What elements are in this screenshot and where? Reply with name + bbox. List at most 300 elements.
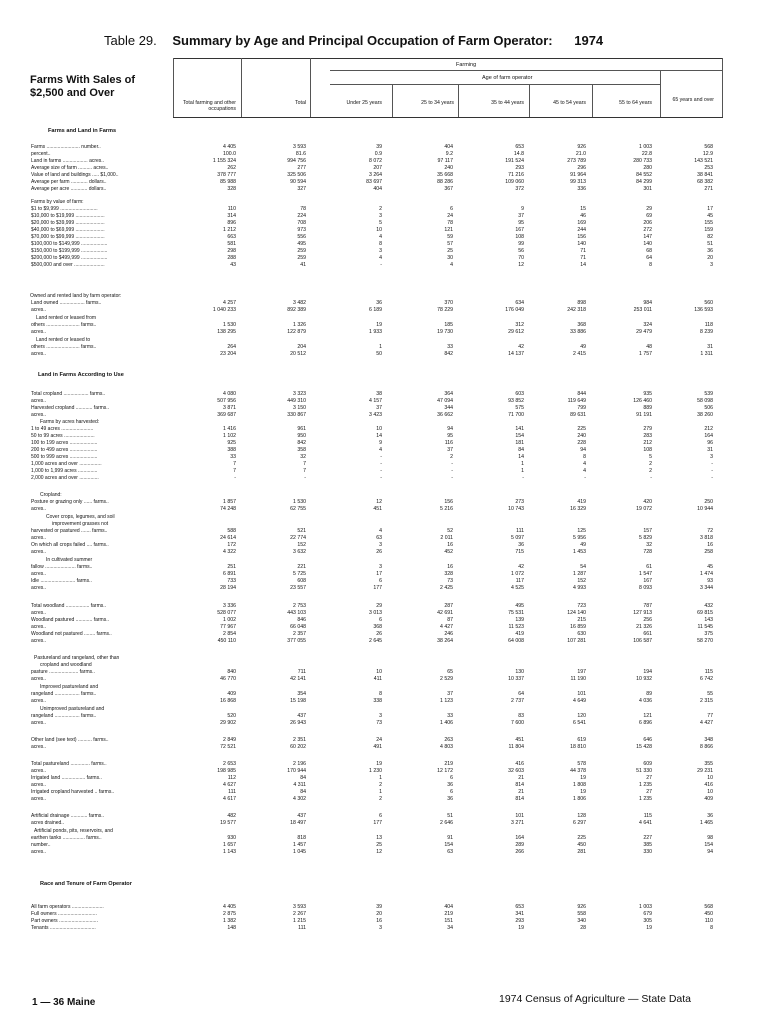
row-value: 29 479	[636, 329, 652, 335]
row-value: 1 002	[223, 617, 236, 623]
row-value: 27	[646, 775, 652, 781]
row-value: 6 189	[369, 307, 382, 313]
row-value: 950	[297, 433, 306, 439]
row-value: 262	[227, 165, 236, 171]
row-value: 6	[379, 578, 382, 584]
row-label: Value of land and buildings ..... $1,000..	[31, 172, 119, 178]
section-title: Land in Farms According to Use	[38, 372, 124, 378]
row-label: harvested or pastured ....... farms..	[31, 528, 108, 534]
row-value: 13	[376, 835, 382, 841]
row-value: 4 427	[440, 624, 453, 630]
table-row	[0, 351, 770, 358]
row-value: 355	[704, 761, 713, 767]
row-value: 280 733	[633, 158, 652, 164]
row-value: 336	[577, 186, 586, 192]
row-value: 506	[704, 405, 713, 411]
row-label: Posture or grazing only ...... farms..	[31, 499, 109, 505]
row-value: 889	[643, 405, 652, 411]
row-value: 4	[379, 528, 382, 534]
group-label: improvement grasses not	[52, 521, 109, 527]
row-value: 23 204	[220, 351, 236, 357]
row-value: 608	[297, 578, 306, 584]
group-label: cropland and woodland	[40, 662, 92, 668]
row-value: 154	[704, 842, 713, 848]
table-row	[0, 144, 770, 151]
row-value: 4 641	[639, 820, 652, 826]
row-value: 450	[577, 842, 586, 848]
section-title: Farms and Land in Farms	[48, 128, 117, 134]
group-label: Unimproved pastureland and	[40, 706, 105, 712]
row-value: 4	[379, 234, 382, 240]
row-value: 46 770	[220, 676, 236, 682]
row-value: 449 310	[287, 398, 306, 404]
row-value: 840	[227, 669, 236, 675]
column-header-55-64: 55 to 64 years	[619, 100, 652, 106]
row-value: 84	[300, 775, 306, 781]
row-value: 246	[444, 631, 453, 637]
row-value: 64	[518, 691, 524, 697]
row-value: 280	[643, 165, 652, 171]
row-value: 4 803	[440, 744, 453, 750]
row-value: 437	[297, 713, 306, 719]
row-value: 16	[376, 918, 382, 924]
row-value: 33	[447, 713, 453, 719]
row-value: 2 357	[293, 631, 306, 637]
row-value: 328	[444, 571, 453, 577]
row-value: 84 299	[636, 179, 652, 185]
table-row	[0, 151, 770, 158]
row-value: 20	[707, 255, 713, 261]
row-value: 29	[376, 603, 382, 609]
group-label: Land rented or leased to	[36, 337, 91, 343]
row-value: 56	[518, 248, 524, 254]
table-row	[0, 603, 770, 610]
row-value: 2 267	[293, 911, 306, 917]
table-row	[0, 564, 770, 571]
row-value: 59	[447, 234, 453, 240]
row-value: 3 264	[369, 172, 382, 178]
table-row	[0, 585, 770, 592]
row-value: 152	[577, 578, 586, 584]
row-value: 6	[450, 789, 453, 795]
row-label: percent..	[31, 151, 51, 157]
table-row	[0, 775, 770, 782]
row-value: 368	[577, 322, 586, 328]
row-value: 898	[577, 300, 586, 306]
row-value: 141	[515, 426, 524, 432]
row-value: 72	[707, 528, 713, 534]
row-value: 65	[447, 669, 453, 675]
row-value: 3 818	[700, 535, 713, 541]
group-label: Land rented or leased from	[36, 315, 97, 321]
row-value: 118	[704, 322, 713, 328]
row-value: 17	[376, 571, 382, 577]
row-value: 377 055	[287, 638, 306, 644]
row-label: fallow ...................... farms..	[31, 564, 93, 570]
row-value: 36	[707, 248, 713, 254]
row-value: 330	[643, 849, 652, 855]
row-value: 154	[515, 433, 524, 439]
row-value: 212	[704, 426, 713, 432]
row-value: 2 854	[223, 631, 236, 637]
row-value: 259	[297, 255, 306, 261]
row-value: 619	[577, 737, 586, 743]
row-value: 10 743	[508, 506, 524, 512]
table-row	[0, 447, 770, 454]
row-value: 34	[447, 925, 453, 931]
row-value: 926	[577, 904, 586, 910]
row-label: Total woodland ................. farms..	[31, 603, 107, 609]
row-value: 3	[379, 213, 382, 219]
row-value: 225	[577, 835, 586, 841]
row-value: 277	[297, 165, 306, 171]
row-value: 224	[297, 213, 306, 219]
row-value: 984	[643, 300, 652, 306]
row-value: 29	[646, 206, 652, 212]
row-value: 36	[447, 796, 453, 802]
row-value: 842	[297, 440, 306, 446]
row-value: 44 378	[570, 768, 586, 774]
row-value: 136 593	[694, 307, 713, 313]
row-value: 2 415	[573, 351, 586, 357]
row-value: 21 326	[636, 624, 652, 630]
row-value: 437	[297, 813, 306, 819]
row-value: 416	[515, 761, 524, 767]
column-header-45-54: 45 to 54 years	[553, 100, 586, 106]
row-value: 99 313	[570, 179, 586, 185]
row-value: 2	[649, 461, 652, 467]
row-value: 45	[707, 564, 713, 570]
row-value: 961	[297, 426, 306, 432]
row-value: 82	[707, 234, 713, 240]
row-value: 95	[447, 433, 453, 439]
row-value: 22 774	[290, 535, 306, 541]
column-header-total-all: Total farming and other occupations	[182, 100, 236, 112]
row-value: 57	[447, 241, 453, 247]
row-value: 64	[646, 255, 652, 261]
table-row	[0, 433, 770, 440]
row-value: 172	[227, 542, 236, 548]
group-label: Cover crops, legumes, and soil	[46, 514, 115, 520]
row-value: 91 191	[636, 412, 652, 418]
row-value: 1 657	[223, 842, 236, 848]
row-value: -	[380, 262, 382, 268]
table-row	[0, 506, 770, 513]
row-value: 88 286	[437, 179, 453, 185]
row-label: acres..	[31, 398, 47, 404]
row-value: 799	[577, 405, 586, 411]
row-value: 404	[373, 186, 382, 192]
row-value: 2 753	[293, 603, 306, 609]
row-value: 305	[643, 918, 652, 924]
row-value: 143	[704, 617, 713, 623]
row-value: 28 194	[220, 585, 236, 591]
row-value: 420	[643, 499, 652, 505]
row-value: 8 072	[369, 158, 382, 164]
row-value: 4	[583, 461, 586, 467]
row-value: 1 155 324	[212, 158, 236, 164]
row-value: 212	[643, 440, 652, 446]
row-label: $500,000 and over ......................	[31, 262, 105, 268]
row-value: -	[711, 475, 713, 481]
row-label: $70,000 to $99,999 .....................	[31, 234, 105, 240]
row-value: 93	[707, 578, 713, 584]
row-value: 273	[515, 499, 524, 505]
group-label: Owned and rented land by farm operator:	[30, 293, 122, 299]
row-value: 12 172	[437, 768, 453, 774]
row-value: 8	[649, 262, 652, 268]
group-label: Pastureland and rangeland, other than	[34, 655, 120, 661]
row-value: 372	[515, 186, 524, 192]
row-value: 409	[227, 691, 236, 697]
row-value: 7	[233, 461, 236, 467]
row-value: 15 428	[636, 744, 652, 750]
row-value: 7	[303, 461, 306, 467]
row-value: 708	[297, 220, 306, 226]
row-value: 87	[447, 617, 453, 623]
row-label: acres..	[31, 549, 47, 555]
row-value: 4	[379, 255, 382, 261]
row-value: 520	[227, 713, 236, 719]
row-value: 69	[646, 213, 652, 219]
row-value: 20	[376, 911, 382, 917]
row-value: 388	[227, 447, 236, 453]
row-value: 818	[297, 835, 306, 841]
table-row	[0, 542, 770, 549]
row-value: 301	[643, 186, 652, 192]
row-label: acres..	[31, 796, 47, 802]
row-value: 93 852	[508, 398, 524, 404]
row-value: 12	[518, 262, 524, 268]
row-value: 926	[577, 144, 586, 150]
row-value: 3	[379, 713, 382, 719]
row-value: 1 143	[223, 849, 236, 855]
row-label: acres..	[31, 768, 47, 774]
row-value: 24	[447, 213, 453, 219]
row-label: acres..	[31, 571, 47, 577]
row-value: 33	[230, 454, 236, 460]
row-value: 653	[515, 144, 524, 150]
row-value: 42	[518, 564, 524, 570]
row-value: 9	[379, 440, 382, 446]
row-value: 6	[379, 617, 382, 623]
row-value: 1 072	[511, 571, 524, 577]
row-value: 176 049	[505, 307, 524, 313]
group-label: Artificial ponds, pits, reservoirs, and	[34, 828, 113, 834]
row-value: 3 632	[293, 549, 306, 555]
row-value: 8	[379, 241, 382, 247]
row-value: 18 810	[570, 744, 586, 750]
row-value: 155	[704, 220, 713, 226]
row-label: Other land (see text) .......... farms..	[31, 737, 109, 743]
table-row	[0, 398, 770, 405]
row-value: 3	[710, 454, 713, 460]
row-label: earthen tanks ................ farms..	[31, 835, 102, 841]
row-value: 110	[704, 918, 713, 924]
row-label: 1,000 to 1,999 acres ..............	[31, 468, 98, 474]
row-value: 16	[447, 542, 453, 548]
row-value: 314	[227, 213, 236, 219]
row-value: 6 541	[573, 720, 586, 726]
row-value: 661	[643, 631, 652, 637]
row-value: 148	[227, 925, 236, 931]
row-value: 68 382	[697, 179, 713, 185]
row-value: 327	[297, 186, 306, 192]
row-value: 46	[580, 213, 586, 219]
row-value: 29 902	[220, 720, 236, 726]
row-value: 101	[515, 813, 524, 819]
row-value: 159	[704, 227, 713, 233]
row-value: 19 072	[636, 506, 652, 512]
row-value: 603	[515, 391, 524, 397]
row-value: 21	[518, 775, 524, 781]
row-value: 2	[379, 782, 382, 788]
row-value: 177	[373, 820, 382, 826]
row-value: 91 964	[570, 172, 586, 178]
header-age-of-operator: Age of farm operator	[482, 75, 533, 81]
row-label: acres..	[31, 412, 47, 418]
row-value: 36 662	[437, 412, 453, 418]
row-value: 19	[518, 925, 524, 931]
row-value: 111	[228, 789, 236, 795]
row-value: 1 235	[639, 796, 652, 802]
row-value: 29 612	[508, 329, 524, 335]
row-value: 170 944	[287, 768, 306, 774]
row-value: 272	[643, 227, 652, 233]
table-row	[0, 499, 770, 506]
row-value: 10	[707, 775, 713, 781]
row-value: 143 521	[694, 158, 713, 164]
row-value: -	[380, 454, 382, 460]
row-value: 2	[379, 206, 382, 212]
row-value: 4 080	[223, 391, 236, 397]
row-value: 121	[643, 713, 652, 719]
row-value: 4 036	[639, 698, 652, 704]
row-value: 5	[379, 220, 382, 226]
row-label: Average per farm ............ dollars..	[31, 179, 107, 185]
row-value: 507 956	[217, 398, 236, 404]
row-value: 4 617	[223, 796, 236, 802]
row-value: 0.9	[374, 151, 382, 157]
row-label: number..	[31, 842, 51, 848]
row-value: 14	[518, 454, 524, 460]
row-value: 3 593	[293, 904, 306, 910]
row-value: 128	[577, 813, 586, 819]
row-value: 733	[227, 578, 236, 584]
row-label: 1,000 acres and over ................	[31, 461, 102, 467]
row-value: -	[304, 475, 306, 481]
row-value: 71 216	[508, 172, 524, 178]
row-value: 288	[227, 255, 236, 261]
table-row	[0, 255, 770, 262]
row-value: 653	[515, 904, 524, 910]
row-value: 521	[297, 528, 306, 534]
row-value: 14 137	[508, 351, 524, 357]
row-value: 42 691	[437, 610, 453, 616]
row-value: 1 230	[369, 768, 382, 774]
row-value: 1	[379, 789, 382, 795]
row-label: acres..	[31, 720, 47, 726]
row-value: 432	[704, 603, 713, 609]
row-value: 15 198	[290, 698, 306, 704]
row-value: 369 687	[217, 412, 236, 418]
row-value: 289	[515, 842, 524, 848]
row-value: 71	[580, 248, 586, 254]
row-value: 115	[704, 669, 713, 675]
row-value: 264	[227, 344, 236, 350]
table-row	[0, 262, 770, 269]
row-value: 3 344	[700, 585, 713, 591]
row-value: 293	[515, 918, 524, 924]
row-value: 2	[379, 796, 382, 802]
table-row	[0, 329, 770, 336]
row-value: 370	[444, 300, 453, 306]
row-value: 2 737	[511, 698, 524, 704]
row-value: 344	[444, 405, 453, 411]
table-row	[0, 768, 770, 775]
table-year: 1974	[574, 33, 604, 48]
row-value: 367	[444, 186, 453, 192]
row-value: 8	[379, 691, 382, 697]
table-subtitle: Farms With Sales of $2,500 and Over	[30, 74, 136, 99]
row-value: 4 627	[223, 782, 236, 788]
row-label: rangeland .................. farms..	[31, 713, 97, 719]
row-value: 293	[515, 165, 524, 171]
row-label: Woodland not pastured ........ farms..	[31, 631, 112, 637]
row-value: 250	[704, 499, 713, 505]
row-value: -	[234, 475, 236, 481]
row-value: 5 956	[573, 535, 586, 541]
row-value: 2 196	[293, 761, 306, 767]
table-row	[0, 426, 770, 433]
row-value: 49	[580, 344, 586, 350]
row-value: 1 406	[440, 720, 453, 726]
row-value: 4 405	[223, 904, 236, 910]
row-value: 256	[643, 617, 652, 623]
row-value: 258	[704, 549, 713, 555]
row-value: 2 646	[440, 820, 453, 826]
row-value: 242 318	[567, 307, 586, 313]
row-value: 37	[447, 447, 453, 453]
row-value: 71	[580, 255, 586, 261]
row-value: 528 077	[217, 610, 236, 616]
table-row	[0, 206, 770, 213]
row-value: 1 453	[573, 549, 586, 555]
row-value: 1 102	[223, 433, 236, 439]
row-value: 814	[515, 796, 524, 802]
section-title: Race and Tenure of Farm Operator	[40, 881, 132, 887]
column-header-35-44: 35 to 44 years	[491, 100, 524, 106]
row-label: Irrigated cropland harvested .. farms..	[31, 789, 115, 795]
table-row	[0, 713, 770, 720]
row-value: 219	[444, 911, 453, 917]
row-label: $150,000 to $199,999 ...................	[31, 248, 108, 254]
row-value: 630	[577, 631, 586, 637]
row-value: 1 003	[639, 904, 652, 910]
row-value: 177	[373, 585, 382, 591]
row-value: -	[711, 468, 713, 474]
row-value: 728	[643, 549, 652, 555]
row-label: On which all crops failed .... farms..	[31, 542, 109, 548]
row-value: -	[380, 461, 382, 467]
row-value: 38	[376, 391, 382, 397]
row-value: 1 045	[293, 849, 306, 855]
row-value: 8 239	[700, 329, 713, 335]
row-value: 33	[447, 344, 453, 350]
row-value: 1 474	[700, 571, 713, 577]
row-value: 419	[515, 631, 524, 637]
row-value: 19	[580, 789, 586, 795]
